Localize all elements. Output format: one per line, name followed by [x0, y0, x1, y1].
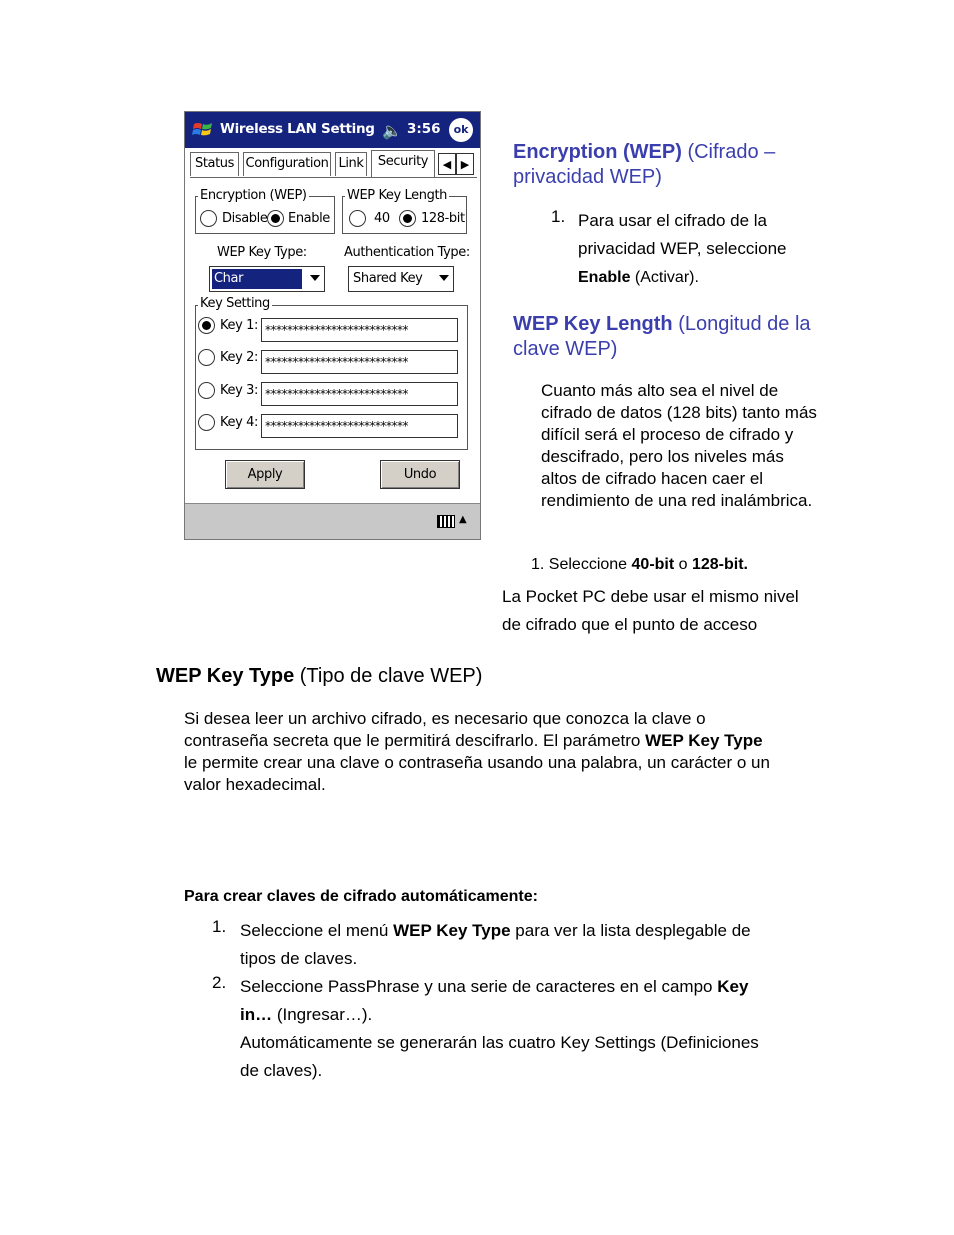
key1-field[interactable]: ************************** [261, 318, 458, 342]
keylength-heading-bold: WEP Key Length [513, 313, 673, 335]
keylength-para-line: rendimiento de una red inalámbrica. [541, 491, 813, 510]
keytype-para-line2: contraseña secreta que le permitirá descifrarlo. El parámetro [184, 731, 646, 750]
auto-step1-pre: Seleccione el menú [240, 921, 394, 940]
keylength-para-line: altos de cifrado hacen caer el [541, 469, 764, 488]
encryption-heading-rest: (Cifrado – [681, 141, 776, 163]
tab-link[interactable]: Link [335, 152, 367, 176]
keytype-paragraph [184, 708, 864, 796]
keytype-label: WEP Key Type: [217, 245, 307, 260]
title-bar [185, 112, 480, 148]
auth-dropdown[interactable] [348, 266, 454, 292]
key2-field[interactable]: ************************** [261, 350, 458, 374]
keylength-para-line: difícil será el proceso de cifrado y [541, 425, 794, 444]
key2-label: Key 2: [220, 350, 258, 365]
undo-button[interactable]: Undo [380, 460, 460, 489]
speaker-icon[interactable]: 🔈 [382, 121, 402, 140]
key4-field[interactable]: ************************** [261, 414, 458, 438]
keylength-note [502, 583, 799, 639]
auto-step1-post: para ver la lista desplegable de [510, 921, 751, 940]
len40-radio[interactable] [349, 210, 366, 227]
apply-button[interactable]: Apply [225, 460, 305, 489]
bit40-term: 40-bit [631, 556, 675, 573]
key3-label: Key 3: [220, 383, 258, 398]
wep-key-type-term: WEP Key Type [645, 731, 763, 750]
pocketpc-screenshot [184, 111, 481, 540]
auto-step1-number: 1. [212, 917, 227, 936]
enable-radio[interactable] [267, 210, 284, 227]
tab-scroll-right-icon[interactable]: ▶ [456, 153, 474, 175]
keylength-group-label: WEP Key Length [347, 188, 447, 203]
keytype-dropdown[interactable] [209, 266, 325, 292]
tab-status[interactable]: Status [190, 152, 239, 176]
keylength-step-pre: Seleccione [548, 556, 632, 573]
encryption-group-label: Encryption (WEP) [200, 188, 307, 203]
keytype-heading-bold: WEP Key Type [156, 665, 295, 687]
key3-field[interactable]: ************************** [261, 382, 458, 406]
keytype-para-line3: le permite crear una clave o contraseña usando una palabra, un carácter o un [184, 753, 770, 772]
tab-scroll-left-icon[interactable]: ◀ [438, 153, 456, 175]
window-title: Wireless LAN Setting [220, 121, 375, 137]
input-menu-arrow-icon[interactable]: ▲ [459, 514, 467, 525]
key1-radio[interactable] [198, 317, 215, 334]
keylength-heading [513, 312, 853, 362]
keylength-heading-rest: (Longitud de la [672, 313, 811, 335]
keylength-para-line: descifrado, pero los niveles más [541, 447, 784, 466]
keylength-step-number: 1. [531, 556, 545, 573]
auto-step2-post: (Ingresar…). [272, 1005, 373, 1024]
keytype-para-line4: valor hexadecimal. [184, 775, 326, 794]
encryption-item-tail: (Activar). [630, 269, 699, 286]
keylength-para-line: Cuanto más alto sea el nivel de [541, 381, 779, 400]
keylength-note-line1: La Pocket PC debe usar el mismo nivel [502, 587, 799, 606]
auto-step2-line4: de claves). [240, 1061, 323, 1080]
key1-label: Key 1: [220, 318, 258, 333]
keylength-heading-line2: clave WEP) [513, 338, 618, 360]
auth-label: Authentication Type: [344, 245, 470, 260]
encryption-heading-line2: privacidad WEP) [513, 166, 662, 188]
key4-label: Key 4: [220, 415, 258, 430]
tab-underline [190, 177, 477, 178]
auto-step1 [240, 917, 860, 973]
keylength-step [531, 556, 748, 574]
auth-value: Shared Key [353, 271, 423, 286]
disable-label: Disable [222, 211, 268, 226]
chevron-down-icon [439, 275, 449, 281]
key3-radio[interactable] [198, 382, 215, 399]
key-term: Key [717, 977, 749, 996]
encryption-heading-bold: Encryption (WEP) [513, 141, 682, 163]
len128-label: 128-bit [421, 211, 465, 226]
keylength-step-mid: o [674, 556, 692, 573]
len128-radio[interactable] [399, 210, 416, 227]
keyboard-icon[interactable] [437, 515, 455, 528]
enable-label: Enable [288, 211, 330, 226]
key2-radio[interactable] [198, 349, 215, 366]
enable-term: Enable [578, 269, 631, 286]
auto-step1-term: WEP Key Type [393, 921, 511, 940]
in-term: in… [240, 1005, 273, 1024]
auto-step1-line2: tipos de claves. [240, 949, 358, 968]
auto-step2-line3: Automáticamente se generarán las cuatro Key Settings (Definiciones [240, 1033, 759, 1052]
command-bar [185, 503, 480, 540]
keysetting-group-label: Key Setting [200, 296, 270, 311]
chevron-down-icon [310, 275, 320, 281]
encryption-item-number: 1. [551, 207, 566, 226]
auto-heading: Para crear claves de cifrado automáticamente: [184, 888, 538, 905]
tab-configuration[interactable]: Configuration [243, 152, 331, 176]
len40-label: 40 [374, 211, 390, 226]
keylength-paragraph [541, 380, 871, 512]
keytype-para-line1: Si desea leer un archivo cifrado, es necesario que conozca la clave o [184, 709, 706, 728]
key4-radio[interactable] [198, 414, 215, 431]
encryption-heading [513, 140, 833, 190]
bit128-term: 128-bit. [691, 556, 748, 573]
auto-step2-number: 2. [212, 973, 227, 992]
auto-step2-pre: Seleccione PassPhrase y una serie de caracteres en el campo [240, 977, 718, 996]
encryption-item [578, 207, 838, 292]
keytype-value: Char [212, 269, 302, 289]
keylength-note-line2: de cifrado que el punto de acceso [502, 615, 758, 634]
encryption-item-line1: Para usar el cifrado de la [578, 211, 767, 230]
tab-security[interactable]: Security [371, 150, 435, 178]
ok-button[interactable]: ok [449, 118, 473, 142]
keytype-heading-rest: (Tipo de clave WEP) [294, 665, 483, 687]
disable-radio[interactable] [200, 210, 217, 227]
auto-step2 [240, 973, 860, 1085]
keytype-heading [156, 664, 482, 689]
windows-start-icon[interactable] [191, 118, 215, 142]
encryption-item-line2: privacidad WEP, seleccione [578, 239, 787, 258]
keylength-para-line: cifrado de datos (128 bits) tanto más [541, 403, 817, 422]
clock: 3:56 [407, 121, 441, 137]
